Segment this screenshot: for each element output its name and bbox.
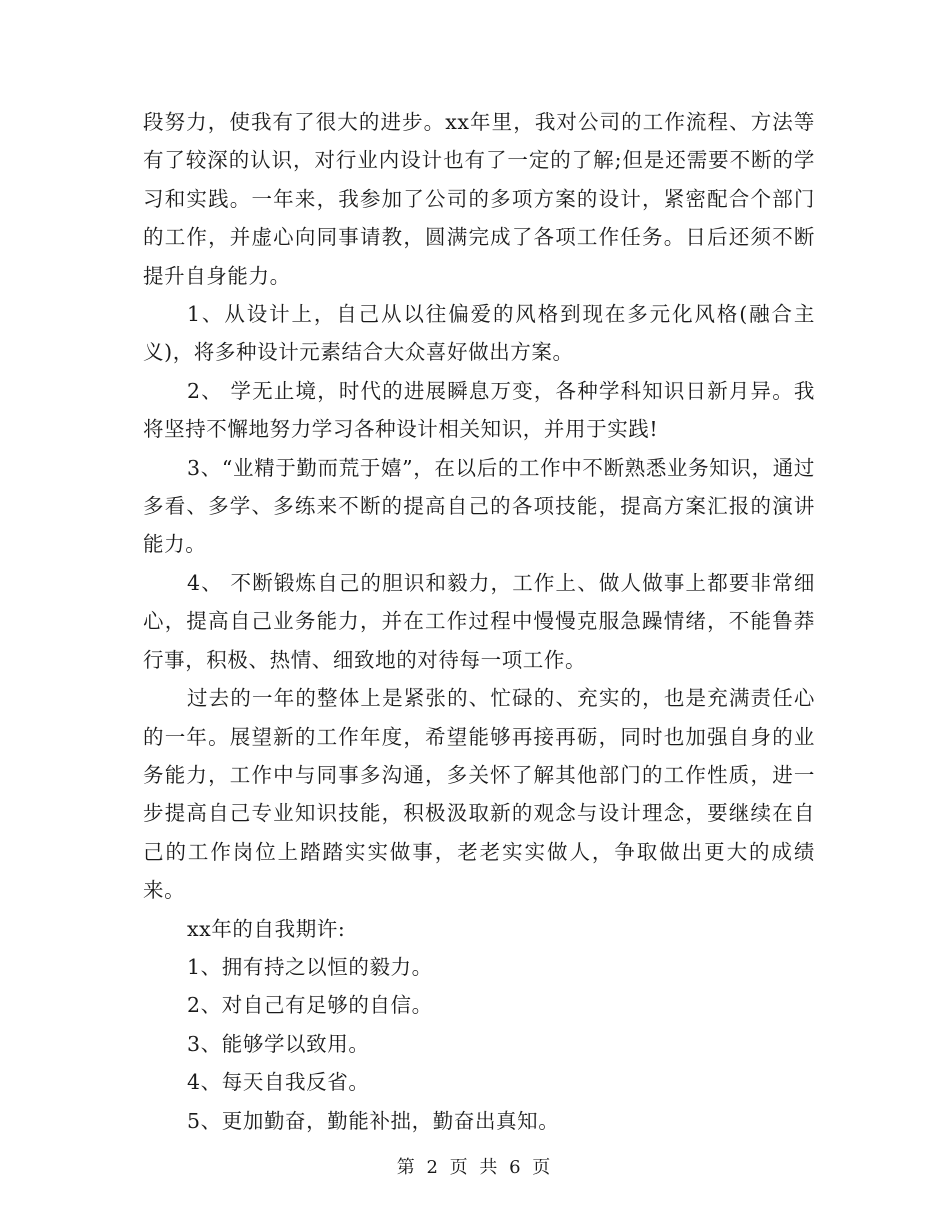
expectation-item-2: 2、对自己有足够的自信。 <box>187 993 433 1018</box>
expectation-item-5: 5、更加勤奋，勤能补拙，勤奋出真知。 <box>187 1108 560 1133</box>
list-item-skills: 3、“业精于勤而荒于嬉”，在以后的工作中不断熟悉业务知识，通过多看、多学、多练来不断的提高自己的各项技能，提高方案汇报的演讲能力。 <box>143 455 815 557</box>
document-body <box>143 103 815 1140</box>
page-number-footer: 第 2 页 共 6 页 <box>396 1157 554 1178</box>
list-item-design: 1、从设计上，自己从以往偏爱的风格到现在多元化风格(融合主义)，将多种设计元素结合大众喜好做出方案。 <box>143 302 815 365</box>
summary-paragraph: 过去的一年的整体上是紧张的、忙碌的、充实的，也是充满责任心的一年。展望新的工作年度，希望能够再接再砺，同时也加强自身的业务能力，工作中与同事多沟通，多关怀了解其他部门的工作性质，进一步提高自己专业知识技能，积极汲取新的观念与设计理念，要继续在自己的工作岗位上踏踏实实做事，老老实实做人，争取做出更大的成绩来。 <box>143 686 815 903</box>
list-item-learning: 2、 学无止境，时代的进展瞬息万变，各种学科知识日新月异。我将坚持不懈地努力学习各种设计相关知识，并用于实践! <box>143 378 815 442</box>
expectation-item-4: 4、每天自我反省。 <box>187 1070 370 1095</box>
expectation-item-1: 1、拥有持之以恒的毅力。 <box>187 954 433 979</box>
body-paragraph-continued: 段努力，使我有了很大的进步。xx年里，我对公司的工作流程、方法等有了较深的认识，对行业内设计也有了一定的了解;但是还需要不断的学习和实践。一年来，我参加了公司的多项方案的设计，紧密配合个部门的工作，并虚心向同事请教，圆满完成了各项工作任务。日后还须不断提升自身能力。 <box>143 110 815 288</box>
list-item-courage: 4、 不断锻炼自己的胆识和毅力，工作上、做人做事上都要非常细心，提高自己业务能力，并在工作过程中慢慢克服急躁情绪，不能鲁莽行事，积极、热情、细致地的对待每一项工作。 <box>143 570 815 672</box>
expectation-item-3: 3、能够学以致用。 <box>187 1031 370 1056</box>
expectations-heading: xx年的自我期许: <box>187 916 346 941</box>
